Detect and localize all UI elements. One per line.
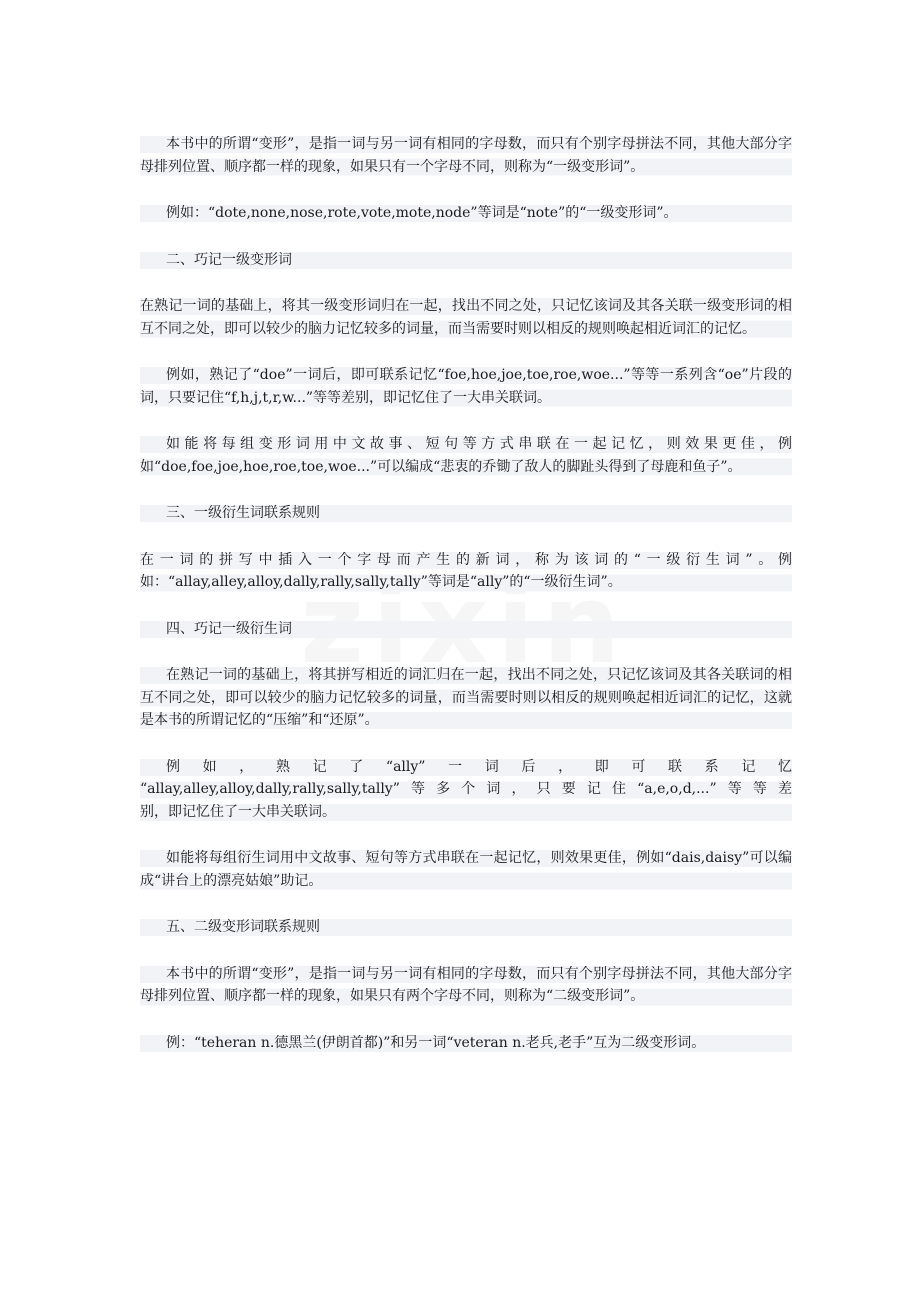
paragraph-3: 在熟记一词的基础上，将其一级变形词归在一起，找出不同之处，只记忆该词及其各关联一级变形词的相互不同之处，即可以较少的脑力记忆较多的词量，而当需要时则以相反的规则唤起相近词汇的记忆。 [140, 295, 792, 340]
section-heading-3: 三、一级衍生词联系规则 [140, 502, 792, 525]
paragraph-6: 在一词的拼写中插入一个字母而产生的新词，称为该词的“一级衍生词”。例如：“allay,alley,alloy,dally,rally,sally,tally”等词是“ally”的“一级衍生词”。 [140, 549, 792, 594]
paragraph-8 [140, 756, 792, 824]
paragraph-8-line-2: “allay,alley,alloy,dally,rally,sally,tally”等多个词，只要记住“a,e,o,d,...”等等差 [140, 781, 792, 797]
section-heading-2: 二、巧记一级变形词 [140, 249, 792, 272]
paragraph-8-line-1: 例如，熟记了“ally”一词后，即可联系记忆 [166, 758, 792, 775]
paragraph-9: 如能将每组衍生词用中文故事、短句等方式串联在一起记忆，则效果更佳，例如“dais,daisy”可以编成“讲台上的漂亮姑娘”助记。 [140, 847, 792, 892]
paragraph-11: 例：“teheran n.德黑兰(伊朗首都)”和另一词“veteran n.老兵,老手”互为二级变形词。 [140, 1032, 792, 1055]
section-heading-4: 四、巧记一级衍生词 [140, 618, 792, 641]
paragraph-1: 本书中的所谓“变形”，是指一词与另一词有相同的字母数，而只有个别字母拼法不同，其他大部分字母排列位置、顺序都一样的现象，如果只有一个字母不同，则称为“一级变形词”。 [140, 133, 792, 178]
paragraph-4: 例如，熟记了“doe”一词后，即可联系记忆“foe,hoe,joe,toe,roe,woe...”等等一系列含“oe”片段的词，只要记住“f,h,j,t,r,w...”等等差别，即记忆住了一大串关联词。 [140, 364, 792, 409]
paragraph-5: 如能将每组变形词用中文故事、短句等方式串联在一起记忆，则效果更佳，例如“doe,foe,joe,hoe,roe,toe,woe...”可以编成“悲衷的乔锄了敌人的脚趾头得到了母鹿和鱼子”。 [140, 433, 792, 478]
paragraph-10: 本书中的所谓“变形”，是指一词与另一词有相同的字母数，而只有个别字母拼法不同，其他大部分字母排列位置、顺序都一样的现象，如果只有两个字母不同，则称为“二级变形词”。 [140, 963, 792, 1008]
section-heading-5: 五、二级变形词联系规则 [140, 916, 792, 939]
document-body [140, 133, 792, 1078]
paragraph-8-line-3: 别，即记忆住了一大串关联词。 [140, 803, 336, 820]
paragraph-7: 在熟记一词的基础上，将其拼写相近的词汇归在一起，找出不同之处，只记忆该词及其各关联词的相互不同之处，即可以较少的脑力记忆较多的词量，而当需要时则以相反的规则唤起相近词汇的记忆，这就是本书的所谓记忆的“压缩”和“还原”。 [140, 664, 792, 732]
paragraph-2: 例如：“dote,none,nose,rote,vote,mote,node”等词是“note”的“一级变形词”。 [140, 202, 792, 225]
